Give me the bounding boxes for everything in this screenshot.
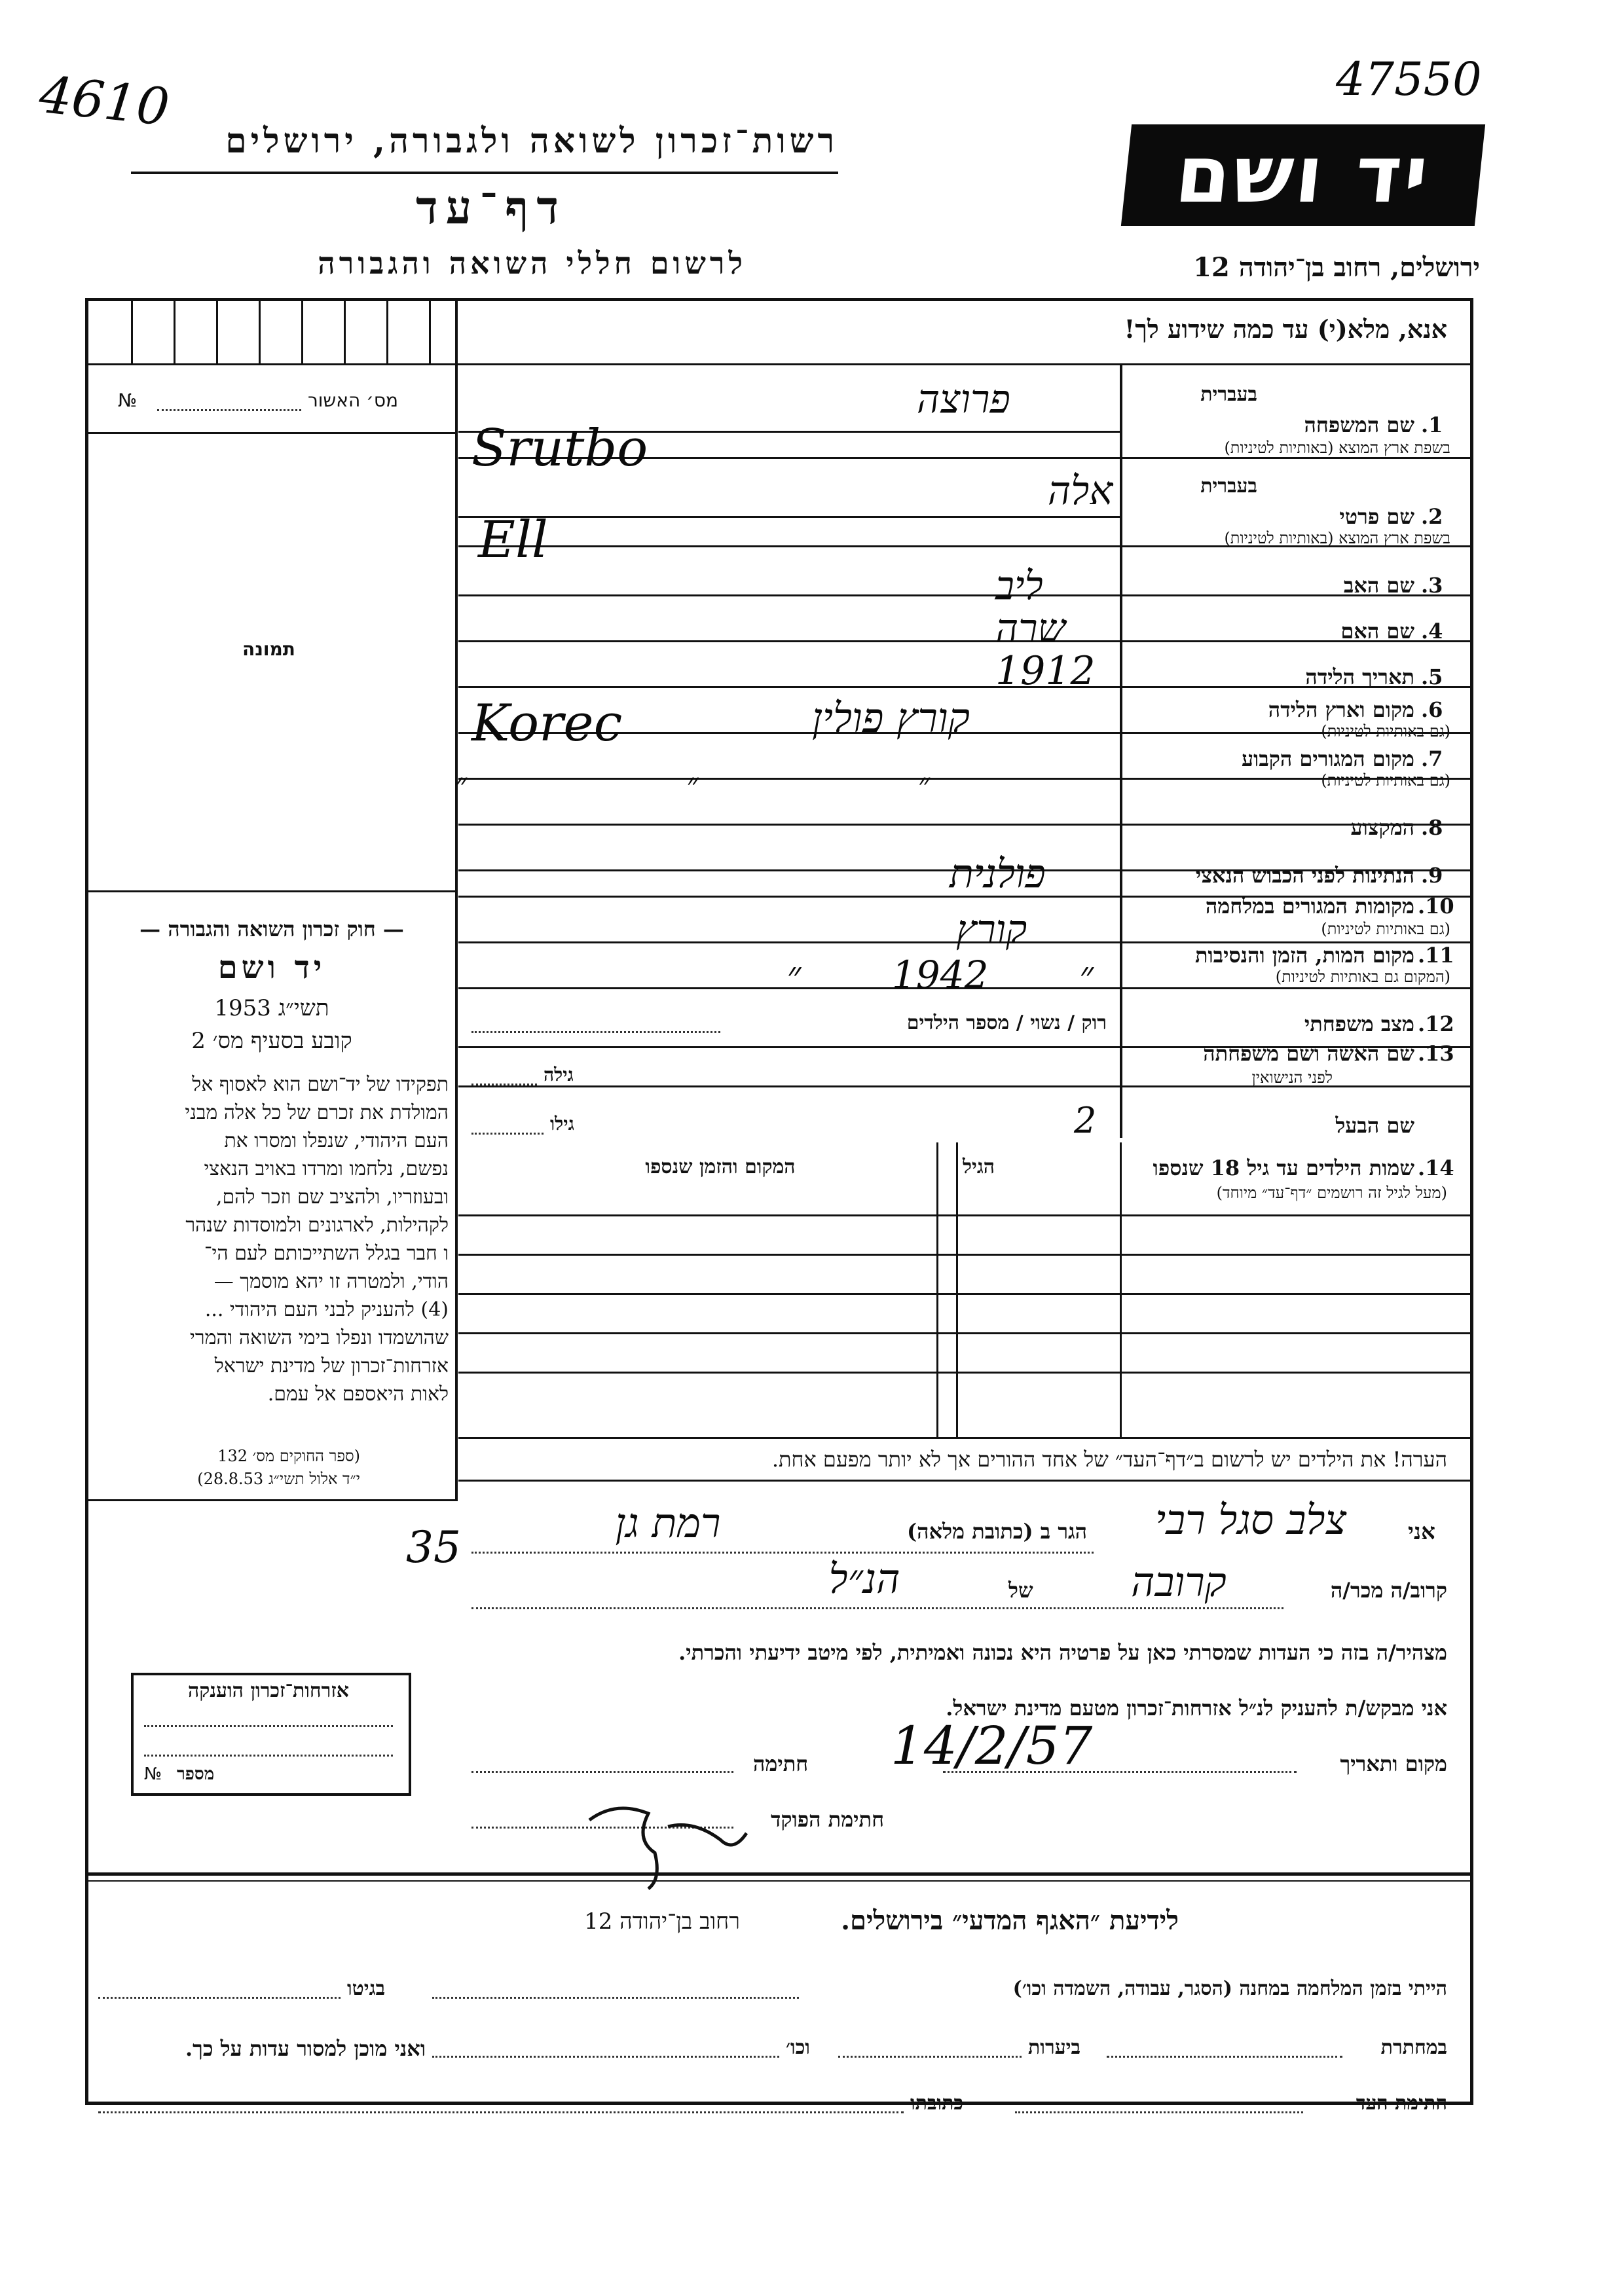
law-footnote-1: (ספר החוקים מס׳ 132 xyxy=(217,1447,360,1465)
field-2-sub: בשפת ארץ המוצא (באותיות לטיניות) xyxy=(1224,529,1450,547)
declarant-label: אני xyxy=(1408,1519,1435,1545)
field-5-num: 5. xyxy=(1421,665,1443,689)
field-6-value[interactable]: קורץ פולין xyxy=(812,694,970,742)
field-10-label: מקומות המגורים במלחמה xyxy=(1205,894,1414,919)
field-9-num: 9. xyxy=(1421,863,1443,888)
wife-age-label: גילה xyxy=(544,1064,574,1085)
field-3-label: שם האב xyxy=(1343,573,1414,598)
form-title: דף־עד xyxy=(415,180,566,234)
law-line: לאות היאספם אל עמם. xyxy=(267,1383,449,1406)
law-year: תשי״ג 1953 xyxy=(214,995,329,1021)
bottom-line2-a: במחתרת xyxy=(1380,2036,1447,2059)
field-13-label: שם האשה ושם משפחתה xyxy=(1203,1041,1414,1066)
field-6-label: מקום וארץ הלידה xyxy=(1268,697,1414,722)
bottom-etc-field[interactable] xyxy=(432,2056,779,2058)
bottom-line1-b: בגיטו xyxy=(347,1977,386,2000)
signature-field[interactable] xyxy=(471,1771,733,1773)
husband-age-field[interactable] xyxy=(471,1133,544,1135)
field-4-value[interactable]: שרה xyxy=(995,606,1066,651)
bottom-underground-field[interactable] xyxy=(1107,2056,1342,2058)
field-13-sub: לפני הנישואין xyxy=(1251,1068,1333,1087)
field-1-label: שם המשפחה xyxy=(1304,412,1414,437)
field-10-num: 10. xyxy=(1418,894,1454,919)
officer-signature-label: חתימת הפוקד xyxy=(771,1807,884,1832)
citizenship-no-symbol: № xyxy=(144,1764,162,1784)
bottom-address: רחוב בן־יהודה 12 xyxy=(584,1908,740,1935)
law-line: תפקידו של יד־ושם הוא לאסוף אל xyxy=(192,1073,449,1096)
law-line: לקהילות, לארגונים ולמוסדות שנהר xyxy=(185,1214,449,1237)
statement-text: מצהיר/ה בזה כי העדות שמסרתי כאן על פרטיה היא נכונה ואמיתית, לפי מיטב ידיעתי והכרתי. xyxy=(678,1640,1447,1665)
photo-label: תמונה xyxy=(242,638,295,660)
yad-vashem-logo: יד ושם xyxy=(1121,124,1485,226)
officer-signature-scribble xyxy=(576,1794,760,1892)
field-2-num: 2. xyxy=(1421,504,1443,529)
field-3-value[interactable]: ליב xyxy=(995,563,1043,609)
field-7-num: 7. xyxy=(1421,746,1443,771)
bottom-line3-a: חתימת העד xyxy=(1356,2092,1447,2115)
field-1-tag: בעברית xyxy=(1200,383,1257,406)
field-9-label: הנתינות לפני הכבוש הנאצי xyxy=(1195,863,1414,888)
children-count-field[interactable] xyxy=(471,1031,720,1033)
field-7-sub: (גם באותיות לטיניות) xyxy=(1321,771,1450,790)
of-label: של xyxy=(1008,1578,1033,1603)
field-7-label: מקום המגורים הקבוע xyxy=(1242,746,1414,771)
address-field-line[interactable] xyxy=(471,1552,1094,1554)
field-10-sub: (גם באותיות לטיניות) xyxy=(1321,920,1450,938)
approval-number-field[interactable] xyxy=(157,409,301,411)
law-line: העם היהודי, שנפלו ומסרו את xyxy=(224,1129,449,1152)
field-6-num: 6. xyxy=(1421,697,1443,722)
field-4-label: שם האם xyxy=(1340,619,1414,644)
field-6-sub: (גם באותיות לטיניות) xyxy=(1321,722,1450,740)
bottom-divider xyxy=(88,1872,1470,1876)
of-value[interactable]: הנ״ל xyxy=(828,1555,900,1603)
children-sub: (מעל לגיל זה רושמים ״דף־עד״ מיוחד) xyxy=(1216,1184,1447,1202)
field-5-label: תאריך הלידה xyxy=(1305,665,1414,689)
declarant-value[interactable]: צלב סגל רבי xyxy=(1154,1496,1347,1544)
bottom-ghetto-field[interactable] xyxy=(98,1997,341,1999)
field-1-sub: בשפת ארץ המוצא (באותיות לטיניות) xyxy=(1224,439,1450,457)
children-col-age: הגיל xyxy=(963,1156,995,1178)
field-5-value[interactable]: 1912 xyxy=(995,648,1096,694)
bottom-line3-b: כתובתו xyxy=(910,2092,964,2115)
bottom-title: לידיעת ״האגף המדעי״ בירושלים. xyxy=(841,1905,1179,1936)
bottom-witness-signature-field[interactable] xyxy=(1015,2111,1303,2113)
of-field-line[interactable] xyxy=(471,1607,1283,1609)
bottom-line2-c: וכו׳ xyxy=(786,2036,810,2059)
marital-status-options[interactable]: רוק / נשוי / מספר הילדים xyxy=(906,1011,1107,1034)
field-11-value[interactable]: ״ 1942 ״ xyxy=(786,953,1094,997)
relative-label: קרוב/ה מכר/ה xyxy=(1330,1578,1447,1603)
authority-underline xyxy=(131,172,838,174)
bottom-line2-d: ואני מוכן למסור עדות על כך. xyxy=(185,2036,426,2061)
note-underline xyxy=(458,1480,1470,1482)
bottom-witness-address-field[interactable] xyxy=(98,2111,904,2113)
bottom-line2-b: ביערות xyxy=(1028,2036,1081,2059)
field-10-value[interactable]: קורץ xyxy=(956,907,1027,953)
law-line: שהושמדו ונפלו בימי השואה והמרי xyxy=(189,1326,449,1349)
relative-value[interactable]: קרובה xyxy=(1131,1558,1227,1606)
law-line: (4) להעניק לבני העם היהודי ... xyxy=(204,1298,449,1321)
field-7-value[interactable]: ״ ״ ״ xyxy=(454,766,1035,803)
place-date-label: מקום ותאריך xyxy=(1340,1751,1447,1776)
children-num: 14. xyxy=(1418,1156,1454,1180)
field-9-value[interactable]: פולנית xyxy=(950,851,1046,897)
header-address: ירושלים, רחוב בן־יהודה 12 xyxy=(1193,252,1480,283)
field-11-sub: (המקום גם באותיות לטיניות) xyxy=(1275,968,1450,986)
field-2-hebrew-value[interactable]: אלה xyxy=(1048,468,1113,514)
photo-bottom-line xyxy=(88,890,455,892)
approval-no-symbol: № xyxy=(118,390,138,411)
law-line: ו חבר בגלל השתייכותם לעם הי־ xyxy=(204,1242,449,1265)
field-8-num: 8. xyxy=(1421,815,1443,840)
corner-number-left: 4610 xyxy=(36,65,172,138)
approval-underline xyxy=(88,432,455,434)
field-4-num: 4. xyxy=(1421,619,1443,644)
field-11-label: מקום המות, הזמן והנסיבות xyxy=(1194,943,1414,968)
field-2-tag: בעברית xyxy=(1200,475,1257,498)
note-top-line xyxy=(458,1437,1470,1439)
law-line: הודי, ולמטרה זו יהא מוסמך — xyxy=(213,1270,449,1293)
law-dash-title: — חוק זכרון השואה והגבורה — xyxy=(139,917,404,941)
law-section: קובע בסעיף מס׳ 2 xyxy=(191,1028,352,1054)
corner-number-right: 47550 xyxy=(1336,52,1482,106)
authority-title: רשות־זכרון לשואה ולגבורה, ירושלים xyxy=(225,121,838,161)
law-footnote-2: י״ד אלול תשי״ג 28.8.53) xyxy=(197,1470,360,1488)
signature-date-value[interactable]: 14/2/57 xyxy=(891,1715,1093,1776)
note-text: הערה! את הילדים יש לרשום ב״דף־העד״ של אחד ההורים אך לא יותר מפעם אחת. xyxy=(771,1447,1447,1472)
field-11-num: 11. xyxy=(1418,943,1454,968)
husband-age-label: גילו xyxy=(550,1113,574,1135)
children-title: שמות הילדים עד גיל 18 שנספו xyxy=(1153,1156,1414,1180)
approval-label: מס׳ האשור xyxy=(308,390,399,411)
law-box-right xyxy=(455,1437,458,1501)
field-12-label: מצב משפחתי xyxy=(1304,1011,1414,1036)
field-1-num: 1. xyxy=(1421,412,1443,437)
law-line: אזרחות־זכרון של מדינת ישראל xyxy=(214,1355,449,1377)
bottom-camp-field[interactable] xyxy=(432,1997,799,1999)
law-line: המולדת את זכרם של כל אלה מבני xyxy=(185,1101,449,1124)
request-text: אני מבקש/ת להעניק לנ״ל אזרחות־זכרון מטעם מדינת ישראל. xyxy=(946,1696,1447,1721)
field-1-hebrew-value[interactable]: פרוצה xyxy=(917,376,1010,422)
left-column-divider xyxy=(455,300,458,1439)
citizenship-box-line-1 xyxy=(144,1725,393,1727)
signature-label: חתימה xyxy=(753,1751,809,1776)
law-name: יד ושם xyxy=(217,949,326,986)
address-label: הגר ב (כתובת מלאה) xyxy=(907,1519,1087,1544)
husband-label: שם הבעל xyxy=(1335,1113,1414,1138)
top-left-box-grid xyxy=(88,301,455,363)
bottom-divider-2 xyxy=(88,1880,1470,1882)
intro-text: אנא, מלא(י) עד כמה שידוע לך! xyxy=(1124,314,1447,344)
wife-age-field[interactable] xyxy=(471,1084,537,1085)
law-box-bottom xyxy=(88,1499,455,1501)
citizenship-box-line-2 xyxy=(144,1755,393,1757)
children-col-place: המקום והזמן שנספו xyxy=(645,1156,796,1178)
field-13-num: 13. xyxy=(1418,1041,1454,1066)
field-2-latin-value[interactable]: Ell xyxy=(478,511,548,570)
law-line: ובעוזריו, ולהציב שם וזכר להם, xyxy=(215,1186,449,1209)
field-12-num: 12. xyxy=(1418,1011,1454,1036)
field-6-latin-value[interactable]: Korec xyxy=(471,694,623,753)
bottom-line1-a: הייתי בזמן המלחמה במחנה (הסגר, עבודה, השמדה וכו׳) xyxy=(1012,1977,1447,2000)
field-8-label: המקצוע xyxy=(1350,815,1414,840)
field-2-label: שם פרטי xyxy=(1339,504,1414,529)
law-text xyxy=(95,1070,449,1408)
law-line: נפשם, נלחמו ומרדו באויב הנאצי xyxy=(204,1157,449,1180)
address-number[interactable]: 35 xyxy=(406,1522,461,1573)
address-value[interactable]: רמת גן xyxy=(615,1499,721,1547)
citizenship-number-label: מספר xyxy=(177,1764,215,1784)
form-subtitle: לרשום חללי השואה והגבורה xyxy=(318,246,747,281)
bottom-forests-field[interactable] xyxy=(838,2056,1022,2058)
husband-value[interactable]: 2 xyxy=(1074,1100,1097,1141)
field-1-latin-value[interactable]: Srutbo xyxy=(471,419,648,478)
citizenship-box-title: אזרחות־זכרון הוענקה xyxy=(187,1679,350,1702)
field-3-num: 3. xyxy=(1421,573,1443,598)
